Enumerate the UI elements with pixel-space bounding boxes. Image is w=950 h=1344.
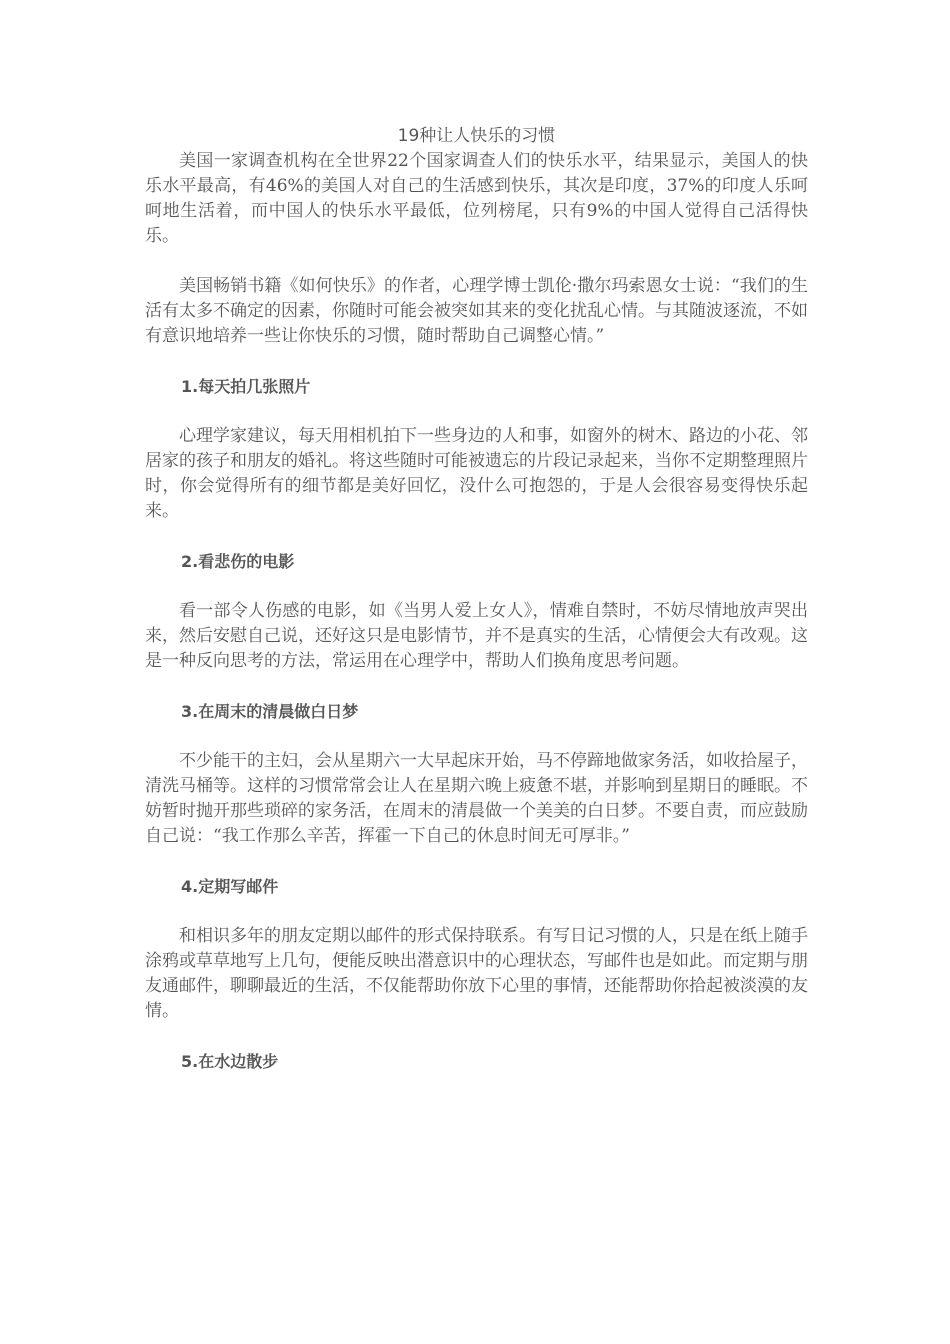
- paragraph-gap: [145, 674, 808, 699]
- paragraph-gap: [145, 524, 808, 549]
- document-page: [145, 124, 808, 1074]
- intro-paragraph-1: 美国一家调查机构在全世界22个国家调查人们的快乐水平，结果显示，美国人的快乐水平最高，有46%的美国人对自己的生活感到快乐，其次是印度，37%的印度人乐呵呵地生活着，而中国人的快乐水平最低，位列榜尾，只有9%的中国人觉得自己活得快乐。: [145, 151, 808, 246]
- paragraph-gap: [145, 1024, 808, 1049]
- section-body-2: 看一部令人伤感的电影，如《当男人爱上女人》，情难自禁时，不妨尽情地放声哭出来，然后安慰自己说，还好这只是电影情节，并不是真实的生活，心情便会大有改观。这是一种反向思考的方法，常运用在心理学中，帮助人们换角度思考问题。: [145, 601, 808, 671]
- paragraph-gap: [145, 399, 808, 424]
- section-heading-4: 4.定期写邮件: [181, 877, 279, 896]
- section-heading-5: 5.在水边散步: [181, 1052, 279, 1071]
- section-heading-2: 2.看悲伤的电影: [181, 552, 295, 571]
- paragraph-gap: [145, 899, 808, 924]
- section-body-4: 和相识多年的朋友定期以邮件的形式保持联系。有写日记习惯的人，只是在纸上随手涂鸦或草草地写上几句，便能反映出潜意识中的心理状态，写邮件也是如此。而定期与朋友通邮件，聊聊最近的生活，不仅能帮助你放下心里的事情，还能帮助你拾起被淡漠的友情。: [145, 926, 808, 1021]
- section-body-3: 不少能干的主妇，会从星期六一大早起床开始，马不停蹄地做家务活，如收拾屋子，清洗马桶等。这样的习惯常常会让人在星期六晚上疲惫不堪，并影响到星期日的睡眠。不妨暂时抛开那些琐碎的家务活，在周末的清晨做一个美美的白日梦。不要自责，而应鼓励自己说：“我工作那么辛苦，挥霍一下自己的休息时间无可厚非。”: [145, 751, 808, 846]
- intro-paragraph-2: 美国畅销书籍《如何快乐》的作者，心理学博士凯伦·撒尔玛索恩女士说：“我们的生活有太多不确定的因素，你随时可能会被突如其来的变化扰乱心情。与其随波逐流，不如有意识地培养一些让你快乐的习惯，随时帮助自己调整心情。”: [145, 276, 808, 346]
- paragraph-gap: [145, 724, 808, 749]
- paragraph-gap: [145, 349, 808, 374]
- section-heading-3: 3.在周末的清晨做白日梦: [181, 702, 359, 721]
- paragraph-gap: [145, 849, 808, 874]
- paragraph-gap: [145, 574, 808, 599]
- paragraph-gap: [145, 249, 808, 274]
- document-title: 19种让人快乐的习惯: [397, 126, 556, 146]
- section-heading-1: 1.每天拍几张照片: [181, 377, 311, 396]
- section-body-1: 心理学家建议，每天用相机拍下一些身边的人和事，如窗外的树木、路边的小花、邻居家的孩子和朋友的婚礼。将这些随时可能被遗忘的片段记录起来，当你不定期整理照片时，你会觉得所有的细节都是美好回忆，没什么可抱怨的，于是人会很容易变得快乐起来。: [145, 426, 808, 521]
